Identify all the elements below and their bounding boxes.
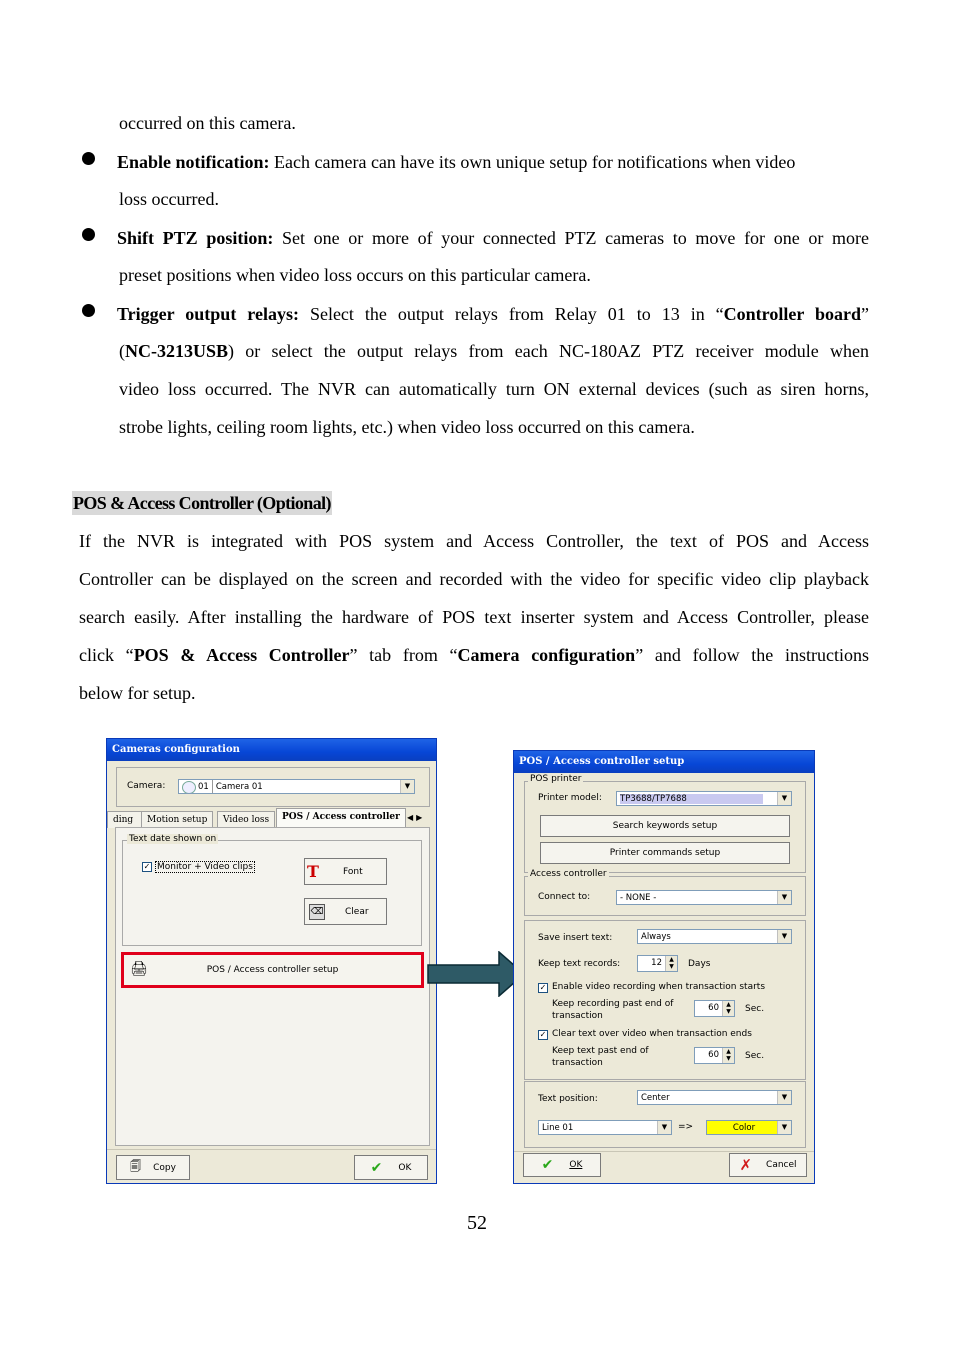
tab-recording[interactable]: ding [107,811,143,828]
bullet-trigger-relays-line4: strobe lights, ceiling room lights, etc.) when video loss occurred on this camera. [119,417,695,437]
keep-text-past-label: Keep text past end of [552,1046,649,1056]
chevron-down-icon[interactable]: ▼ [400,780,414,793]
close-icon: ✗ [739,1156,753,1174]
tab-pos-access-controller[interactable]: POS / Access controller [276,808,406,828]
font-button[interactable]: T Font [304,858,387,885]
chevron-down-icon[interactable]: ▼ [777,792,791,805]
printer-commands-button[interactable]: Printer commands setup [540,842,790,864]
chevron-down-icon[interactable]: ▼ [777,1121,791,1134]
bullet-trigger-relays-line3: video loss occurred. The NVR can automatically turn ON external devices (such as siren horns, [119,379,869,399]
bullet-trigger-relays: Trigger output relays: Select the output relays from Relay 01 to 13 in “Controller board” [117,304,869,324]
setup-icon: 🖨 [130,961,148,977]
save-insert-dropdown[interactable]: Always ▼ [637,929,792,944]
pos-access-setup-button[interactable]: 🖨 POS / Access controller setup [121,952,424,988]
bullet-shift-ptz-line2: preset positions when video loss occurs on this particular camera. [119,265,591,285]
eraser-icon: ⌫ [309,904,325,920]
printer-model-dropdown[interactable]: TP3688/TP7688 ▼ [616,791,792,806]
keep-text-records-spinner[interactable]: 12 ▲ ▼ [637,955,678,972]
clear-text-checkbox[interactable]: ✓ [539,1030,547,1039]
cancel-button[interactable]: ✗ Cancel [729,1153,807,1177]
keep-recording-label: Keep recording past end of [552,999,674,1009]
continued-line: occurred on this camera. [119,113,296,133]
check-icon: ✔ [541,1157,554,1173]
tab-motion-setup[interactable]: Motion setup [141,811,213,828]
chevron-down-icon[interactable]: ▼ [777,891,791,904]
check-icon: ✔ [370,1159,383,1176]
chevron-down-icon[interactable]: ▼ [777,930,791,943]
bullet-dot [82,152,95,165]
page-number: 52 [467,1212,487,1234]
paragraph-line: Controller can be displayed on the screen and recorded with the video for specific video clip playback [79,569,869,589]
window-title: POS / Access controller setup [514,751,814,773]
connect-to-label: Connect to: [538,892,591,902]
color-dropdown[interactable]: Color ▼ [706,1120,792,1135]
pos-printer-group-label: POS printer [530,774,582,784]
line-dropdown[interactable]: Line 01 ▼ [538,1120,672,1135]
text-date-group-label: Text date shown on [129,834,217,844]
spinner-arrows-icon[interactable]: ▲ ▼ [722,1001,734,1016]
camera-label: Camera: [127,781,166,791]
paragraph-line: search easily. After installing the hardware of POS text inserter system and Access Controller, please [79,607,869,627]
enable-recording-checkbox[interactable]: ✓ [539,983,547,992]
days-label: Days [688,959,711,969]
bullet-enable-notification: Enable notification: Each camera can have its own unique setup for notifications when video [117,152,796,172]
section-heading: POS & Access Controller (Optional) [73,493,331,513]
arrow-text: => [678,1122,694,1132]
keep-recording-label-2: transaction [552,1011,603,1021]
monitor-video-checkbox[interactable]: ✓ [143,862,151,871]
save-insert-label: Save insert text: [538,933,613,943]
window-title: Cameras configuration [107,739,436,761]
text-date-group [122,840,422,946]
clear-text-label: Clear text over video when transaction ends [552,1029,752,1039]
keep-text-records-label: Keep text records: [538,959,621,969]
font-icon: T [307,861,319,881]
camera-dropdown[interactable]: 01 Camera 01 ▼ [178,779,415,794]
tab-scroll-arrows[interactable]: ◀▶ [407,813,426,822]
sec-label: Sec. [745,1051,765,1061]
spinner-arrows-icon[interactable]: ▲ ▼ [722,1048,734,1063]
bullet-trigger-relays-line2: (NC-3213USB) or select the output relays from each NC-180AZ PTZ receiver module when [119,341,869,361]
text-position-dropdown[interactable]: Center ▼ [637,1090,792,1105]
bullet-dot [82,304,95,317]
chevron-down-icon[interactable]: ▼ [657,1121,671,1134]
monitor-video-label: Monitor + Video clips [157,862,253,872]
paragraph-line: click “POS & Access Controller” tab from “Camera configuration” and follow the instructions [79,645,869,665]
bullet-enable-notification-line2: loss occurred. [119,189,219,209]
bullet-shift-ptz: Shift PTZ position: Set one or more of your connected PTZ cameras to move for one or more [117,228,869,248]
copy-button[interactable]: 🗐 Copy [116,1155,190,1180]
paragraph-line: below for setup. [79,683,196,703]
search-keywords-button[interactable]: Search keywords setup [540,815,790,837]
camera-icon [182,781,196,794]
keep-text-past-spinner[interactable]: 60 ▲ ▼ [694,1047,735,1064]
cameras-configuration-window [106,738,437,1184]
enable-recording-label: Enable video recording when transaction starts [552,982,766,992]
sec-label: Sec. [745,1004,765,1014]
clear-button[interactable]: ⌫ Clear [304,898,387,925]
pos-access-setup-window [513,750,815,1184]
printer-model-label: Printer model: [538,793,602,803]
text-position-label: Text position: [538,1094,598,1104]
bullet-dot [82,228,95,241]
arrow-right-icon [427,951,527,997]
chevron-down-icon[interactable]: ▼ [777,1091,791,1104]
ok-button[interactable]: ✔ OK [354,1155,428,1180]
paragraph-line: If the NVR is integrated with POS system and Access Controller, the text of POS and Access [79,531,869,551]
keep-text-past-label-2: transaction [552,1058,603,1068]
ok-button[interactable]: ✔ OK [523,1153,601,1177]
spinner-arrows-icon[interactable]: ▲ ▼ [665,956,677,971]
tab-video-loss[interactable]: Video loss [217,811,275,828]
access-controller-group-label: Access controller [530,869,607,879]
copy-icon: 🗐 [130,1160,142,1173]
keep-recording-spinner[interactable]: 60 ▲ ▼ [694,1000,735,1017]
connect-to-dropdown[interactable]: - NONE - ▼ [616,890,792,905]
